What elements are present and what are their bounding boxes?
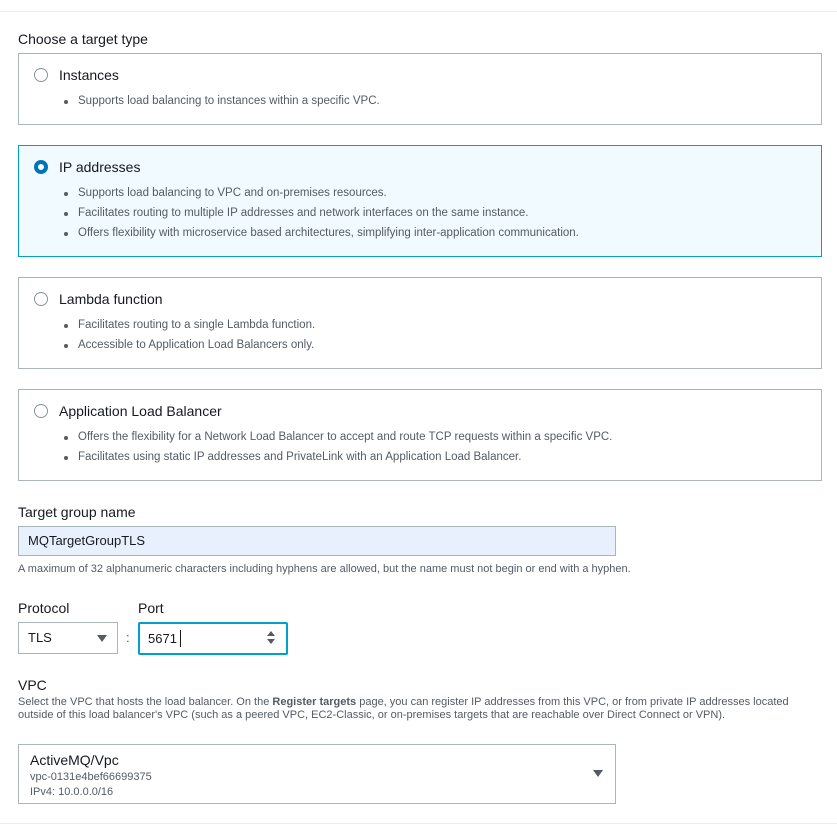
number-spinner-icon[interactable] [267,631,277,645]
ip-addresses-radio[interactable] [34,160,48,174]
target-group-name-input[interactable]: MQTargetGroupTLS [18,526,616,556]
target-type-alb-tile[interactable] [18,389,822,481]
port-label: Port [138,600,164,616]
vpc-label: VPC [18,677,47,693]
register-targets-text: Register targets [272,696,357,708]
bullet-item: Accessible to Application Load Balancers only. [78,335,315,355]
text-cursor [180,630,181,647]
vpc-select[interactable] [18,744,616,804]
target-type-lambda-tile[interactable] [18,277,822,369]
protocol-port-separator: : [126,630,130,645]
ip-addresses-title: IP addresses [59,159,141,175]
lambda-bullets [78,315,315,355]
bullet-item: Facilitates using static IP addresses and PrivateLink with an Application Load Balancer. [78,447,612,467]
target-group-name-hint: A maximum of 32 alphanumeric characters including hyphens are allowed, but the name must not begin or end with a hyphen. [18,563,631,575]
bullet-item: Offers the flexibility for a Network Load Balancer to accept and route TCP requests within a specific VPC. [78,427,612,447]
protocol-select[interactable] [18,622,118,654]
bullet-item: Facilitates routing to a single Lambda function. [78,315,315,335]
alb-bullets [78,427,612,467]
port-input[interactable] [138,622,288,655]
alb-title: Application Load Balancer [59,403,222,419]
protocol-label: Protocol [18,600,70,616]
port-value: 5671 [148,631,177,646]
vpc-selected-name: ActiveMQ/Vpc [30,752,119,768]
instances-bullets [78,91,380,111]
alb-radio[interactable] [34,404,48,418]
vpc-description-text-2: page, you can register IP addresses from this VPC, or from private IP addresses located outside of this load balancer's VPC (such as a peered VPC, EC2-Classic, or on-premises targets that are reachable over Direct Connect or VPN). [18,696,789,721]
bullet-item: Offers flexibility with microservice based architectures, simplifying inter-application communication. [78,223,579,243]
vpc-selected-id: vpc-0131e4bef66699375 [30,771,152,783]
vpc-description [18,696,823,722]
target-group-name-label: Target group name [18,504,136,520]
vpc-selected-cidr: IPv4: 10.0.0.0/16 [30,786,114,798]
lambda-title: Lambda function [59,291,163,307]
instances-radio[interactable] [34,68,48,82]
spinner-down-icon[interactable] [267,639,275,644]
target-type-instances-tile[interactable] [18,53,822,125]
caret-down-icon [97,635,107,642]
target-type-ip-addresses-tile[interactable] [18,145,822,257]
bottom-divider [0,823,837,824]
bullet-item: Facilitates routing to multiple IP addresses and network interfaces on the same instance. [78,203,579,223]
vpc-description-text: Select the VPC that hosts the load balancer. On the [18,696,273,708]
protocol-value: TLS [28,630,52,645]
caret-down-icon [593,770,603,777]
target-type-label: Choose a target type [18,31,148,47]
lambda-radio[interactable] [34,292,48,306]
spinner-up-icon[interactable] [267,631,275,636]
instances-title: Instances [59,67,119,83]
bullet-item: Supports load balancing to instances within a specific VPC. [78,91,380,111]
top-divider [0,0,837,12]
bullet-item: Supports load balancing to VPC and on-premises resources. [78,183,579,203]
ip-addresses-bullets [78,183,579,243]
